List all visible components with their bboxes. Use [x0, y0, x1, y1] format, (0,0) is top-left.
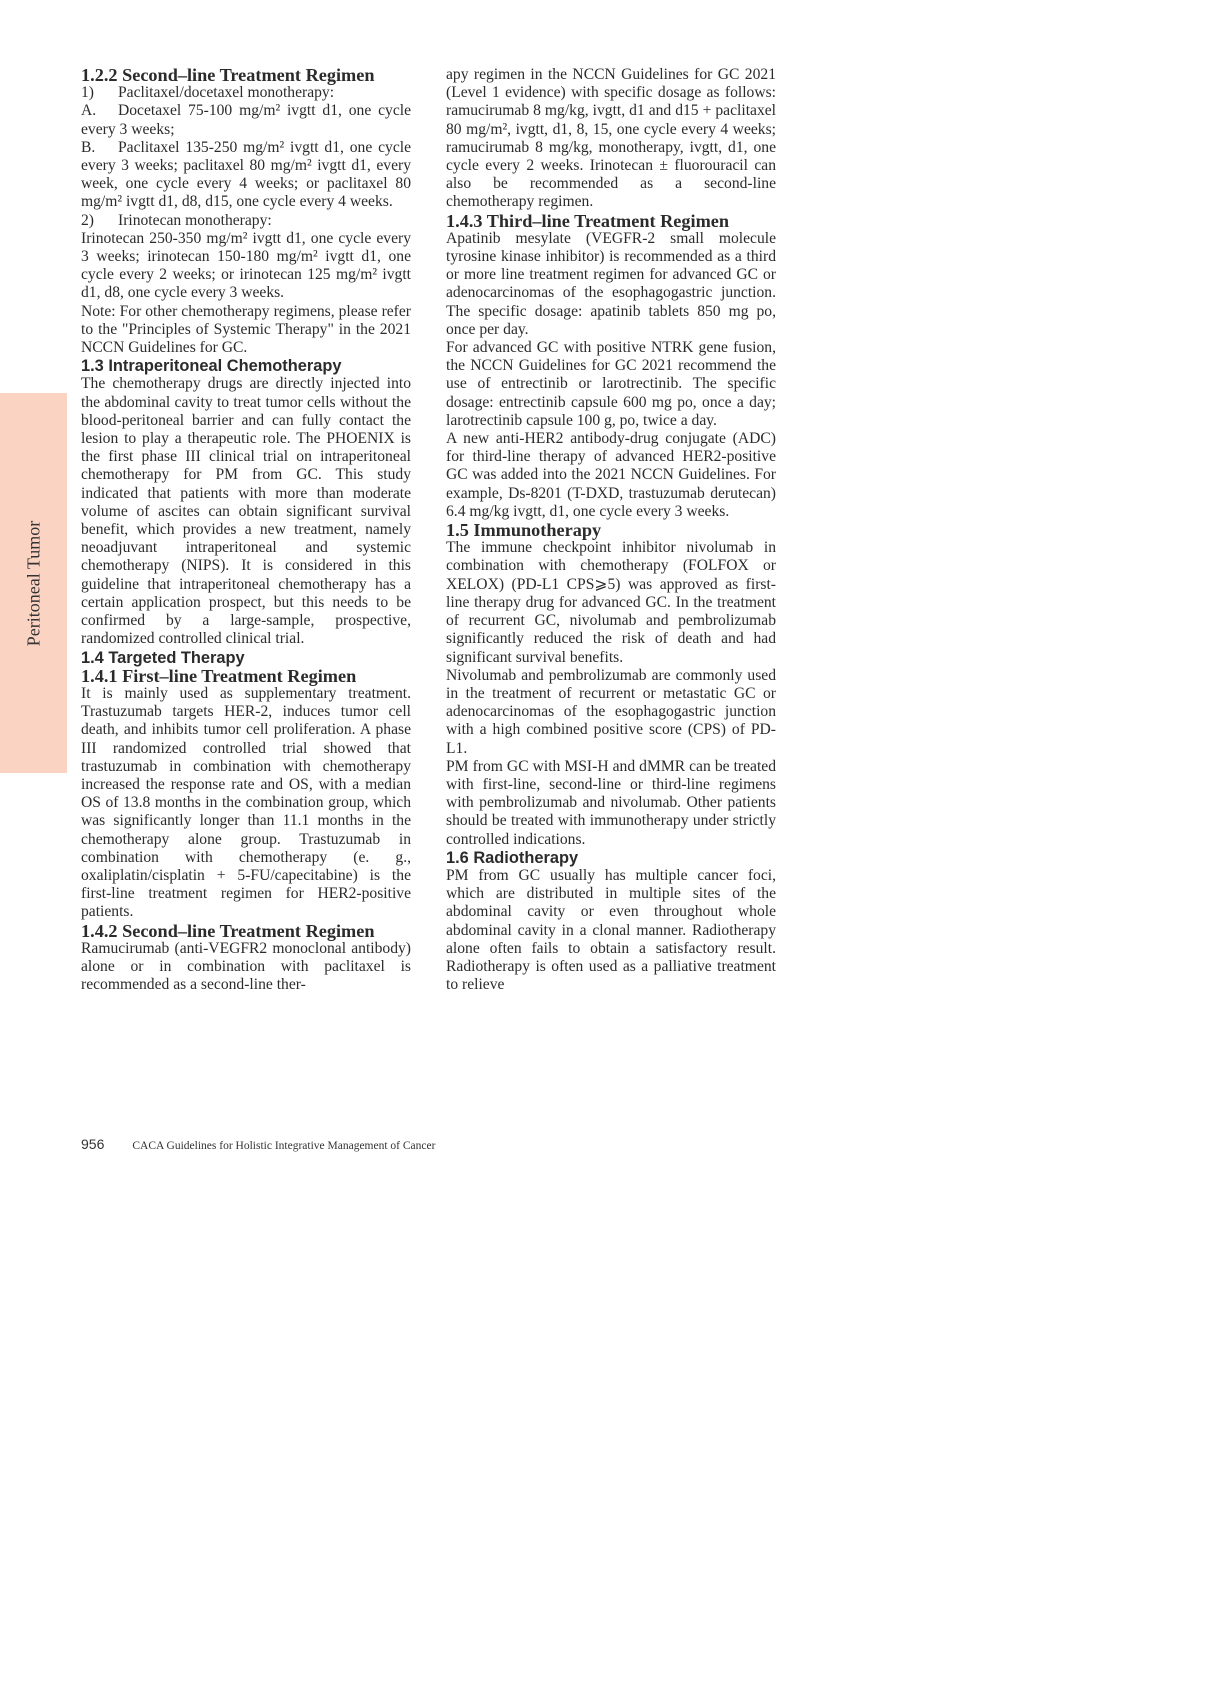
- right-column: [446, 66, 776, 994]
- subsection-heading: 1.4.2 Second–line Treatment Regimen: [81, 920, 375, 941]
- list-item-text: Irinotecan monotherapy:: [118, 211, 272, 229]
- paragraph: A new anti-HER2 antibody-drug conjugate (ADC) for third-line therapy of advanced HER2-positive GC was added into the 2021 NCCN Guidelines. For example, Ds-8201 (T-DXD, trastuzumab derutecan) 6.4 mg/kg ivgtt, d1, one cycle every 3 weeks.: [446, 430, 776, 520]
- journal-title: CACA Guidelines for Holistic Integrative Management of Cancer: [132, 1140, 436, 1152]
- section-heading: 1.3 Intraperitoneal Chemotherapy: [81, 357, 342, 376]
- footer: [81, 1136, 435, 1154]
- page-number: 956: [81, 1136, 105, 1152]
- section-heading: 1.4 Targeted Therapy: [81, 648, 245, 667]
- list-item: [81, 212, 411, 230]
- list-item-marker: 1): [81, 84, 94, 102]
- subsection-heading: 1.5 Immunotherapy: [446, 520, 602, 541]
- paragraph: PM from GC usually has multiple cancer foci, which are distributed in multiple sites of the abdominal cavity or even throughout whole abdominal cavity in a clonal manner. Radiotherapy alone often fails to obtain a satisfactory result. Radiotherapy is often used as a palliative treatment to relieve: [446, 866, 776, 994]
- paragraph: The immune checkpoint inhibitor nivolumab in combination with chemotherapy (FOLFOX or XELOX) (PD-L1 CPS⩾5) was approved as first-line therapy drug for advanced GC. In the treatment of recurrent GC, nivolumab and pembrolizumab significantly reduced the risk of death and had significant survival benefits.: [446, 539, 776, 666]
- side-tab-label: [0, 393, 67, 773]
- list-item: [81, 84, 411, 102]
- left-column: [81, 66, 411, 994]
- list-item: [81, 102, 411, 138]
- paragraph: PM from GC with MSI-H and dMMR can be treated with first-line, second-line or third-line regimens with pembrolizumab and nivolumab. Other patients should be treated with immunotherapy under strictly controlled indications.: [446, 757, 776, 848]
- side-tab: [0, 393, 67, 773]
- paragraph: Note: For other chemotherapy regimens, please refer to the "Principles of Systemic Therapy" in the 2021 NCCN Guidelines for GC.: [81, 302, 411, 357]
- subsection-heading: 1.4.1 First–line Treatment Regimen: [81, 665, 357, 686]
- paragraph: Ramucirumab (anti-VEGFR2 monoclonal antibody) alone or in combination with paclitaxel is recommended as a second-line ther-: [81, 939, 411, 994]
- paragraph: Irinotecan 250-350 mg/m² ivgtt d1, one cycle every 3 weeks; irinotecan 150-180 mg/m² ivgtt d1, one cycle every 2 weeks; or irinotecan 125 mg/m² ivgtt d1, d8, one cycle every 3 weeks.: [81, 229, 411, 302]
- list-item-marker: 2): [81, 211, 94, 229]
- paragraph: For advanced GC with positive NTRK gene fusion, the NCCN Guidelines for GC 2021 recommend the use of entrectinib or larotrectinib. The specific dosage: entrectinib capsule 600 mg po, once a day; larotrectinib capsule 100 g, po, twice a day.: [446, 339, 776, 429]
- list-item-marker: A.: [81, 102, 97, 120]
- paragraph: The chemotherapy drugs are directly injected into the abdominal cavity to treat tumor cells without the blood-peritoneal barrier and can fully contact the lesion to play a therapeutic role. The PHOENIX is the first phase III clinical trial on intraperitoneal chemotherapy for PM from GC. This study indicated that patients with more than moderate volume of ascites can obtain significant survival benefit, which provides a new treatment, namely neoadjuvant intraperitoneal and systemic chemotherapy (NIPS). It is considered in this guideline that intraperitoneal chemotherapy has a certain application prospect, but this needs to be confirmed by a large-sample, prospective, randomized controlled clinical trial.: [81, 375, 411, 648]
- paragraph: Apatinib mesylate (VEGFR-2 small molecule tyrosine kinase inhibitor) is recommended as a third or more line treatment regimen for advanced GC or adenocarcinomas of the esophagogastric junction. The specific dosage: apatinib tablets 850 mg po, once per day.: [446, 229, 776, 338]
- paragraph: It is mainly used as supplementary treatment. Trastuzumab targets HER-2, induces tumor cell death, and inhibits tumor cell proliferation. A phase III randomized controlled trial showed that trastuzumab in combination with chemotherapy increased the response rate and OS, with a median OS of 13.8 months in the combination group, which was significantly longer than 11.1 months in the chemotherapy alone group. Trastuzumab in combination with chemotherapy (e. g., oxaliplatin/cisplatin + 5-FU/capecitabine) is the first-line treatment regimen for HER2-positive patients.: [81, 684, 411, 921]
- list-item-text: Paclitaxel/docetaxel monotherapy:: [118, 84, 335, 102]
- paragraph: Nivolumab and pembrolizumab are commonly used in the treatment of recurrent or metastatic GC or adenocarcinomas of the esophagogastric junction with a high combined positive score (CPS) of PD-L1.: [446, 666, 776, 757]
- list-item-text: Paclitaxel 135-250 mg/m² ivgtt d1, one cycle every 3 weeks; paclitaxel 80 mg/m² ivgtt d1, every week, one cycle every 4 weeks; or paclitaxel 80 mg/m² ivgtt d1, d8, d15, one cycle every 4 weeks.: [81, 138, 411, 211]
- subsection-heading: 1.2.2 Second–line Treatment Regimen: [81, 65, 375, 85]
- section-heading: 1.6 Radiotherapy: [446, 848, 579, 867]
- list-item-text: Docetaxel 75-100 mg/m² ivgtt d1, one cycle every 3 weeks;: [81, 102, 411, 138]
- list-item: [81, 139, 411, 212]
- paragraph: apy regimen in the NCCN Guidelines for GC 2021 (Level 1 evidence) with specific dosage as follows: ramucirumab 8 mg/kg, ivgtt, d1 and d15 + paclitaxel 80 mg/m², ivgtt, d1, 8, 15, one cycle every 4 weeks; ramucirumab 8 mg/kg, monotherapy, ivgtt, d1, one cycle every 2 weeks. Irinotecan ± fluorouracil can also be recommended as a second-line chemotherapy regimen.: [446, 66, 776, 211]
- subsection-heading: 1.4.3 Third–line Treatment Regimen: [446, 210, 730, 231]
- list-item-marker: B.: [81, 138, 96, 156]
- side-tab-text: Peritoneal Tumor: [23, 520, 44, 646]
